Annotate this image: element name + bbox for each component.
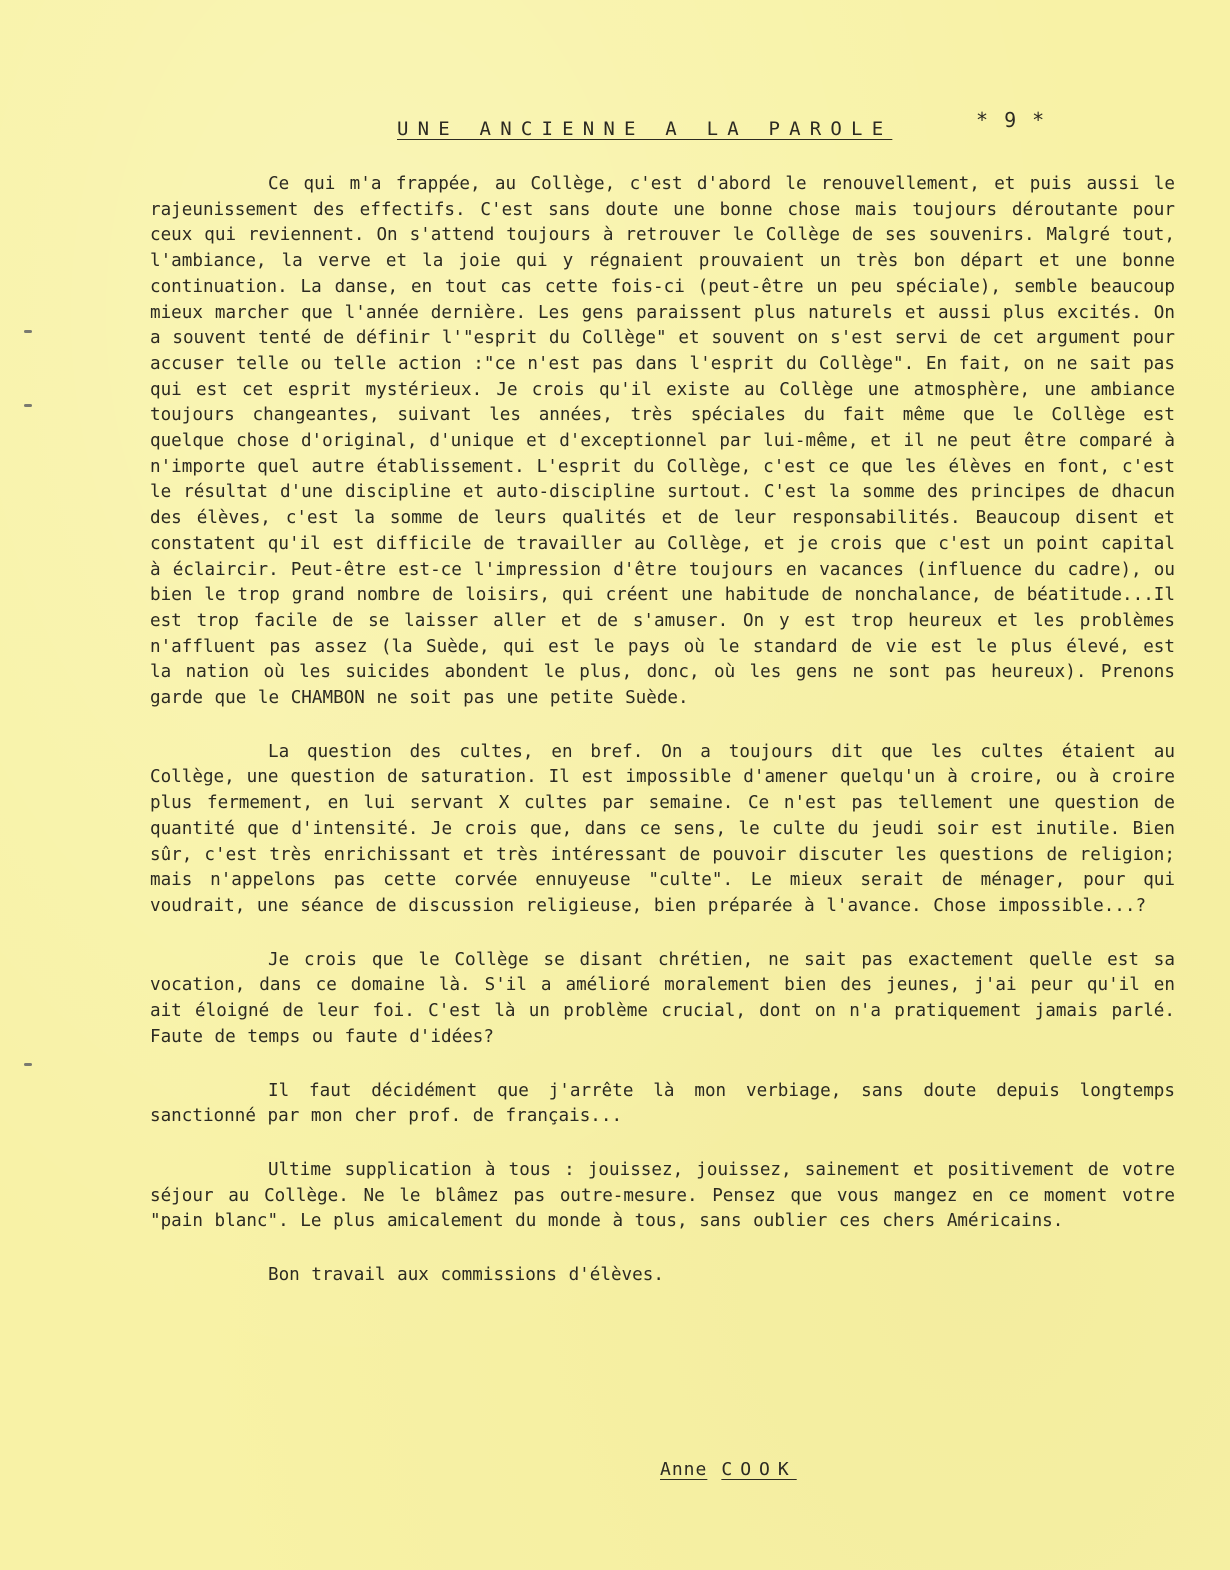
paragraph-bon-travail: Bon travail aux commissions d'élèves. [268, 1265, 664, 1286]
punch-mark [24, 330, 32, 333]
paragraph-esprit-du-college: Ce qui m'a frappée, au Collège, c'est d'abord le renouvellement, et puis aussi le rajeunissement des effectifs. C'est sans doute une bonne chose mais toujours déroutante pour ceux qui reviennent. On s'attend toujours à retrouver le Collège de ses souvenirs. Malgré tout, l'ambiance, la verve et la joie qui y régnaient prouvaient un très bon départ et une bonne continuation. La danse, en tout cas cette fois-ci (peut-être un peu spéciale), semble beaucoup mieux marcher que l'année dernière. Les gens paraissent plus naturels et aussi plus excités. On a souvent tenté de définir l'"esprit du Collège" et souvent on s'est servi de cet argument pour accuser telle ou telle action :"ce n'est pas dans l'esprit du Collège". En fait, on ne sait pas qui est cet esprit mystérieux. Je crois qu'il existe au Collège une atmosphère, une ambiance toujours changeantes, suivant les années, très spéciales du fait même que le Collège est quelque chose d'original, d'unique et d'exceptionnel par lui-même, et il ne peut être comparé à n'importe quel autre établissement. L'esprit du Collège, c'est ce que les élèves en font, c'est le résultat d'une discipline et auto-discipline surtout. C'est la somme des principes de dhacun des élèves, c'est la somme de leurs qualités et de leur responsabilités. Beaucoup disent et constatent qu'il est difficile de travailler au Collège, et je crois que c'est un point capital à éclaircir. Peut-être est-ce l'impression d'être toujours en vacances (influence du cadre), ou bien le trop grand nombre de loisirs, qui créent une habitude de nonchalance, de béatitude...Il est trop facile de se laisser aller et de s'amuser. On y est trop heureux et les problèmes n'affluent pas assez (la Suède, qui est le pays où le standard de vie est le plus élevé, est la nation où les suicides abondent le plus, donc, où les gens ne sont pas heureux). Prenons garde que le CHAMBON ne soit pas une petite Suède. [150, 174, 1175, 709]
punch-mark [24, 1063, 32, 1066]
article-body [150, 172, 1175, 1289]
signature [660, 1459, 797, 1480]
punch-mark [24, 404, 32, 407]
page-number: * 9 * [976, 108, 1047, 132]
page-header [0, 108, 1230, 148]
paragraph-vocation: Je crois que le Collège se disant chrétien, ne sait pas exactement quelle est sa vocation, dans ce domaine là. S'il a amélioré moralement bien des jeunes, j'ai peur qu'il en ait éloigné de leur foi. C'est là un problème crucial, dont on n'a pratiquement jamais parlé. Faute de temps ou faute d'idées? [150, 949, 1175, 1047]
signature-first-name: Anne [660, 1459, 708, 1480]
paragraph-supplication: Ultime supplication à tous : jouissez, jouissez, sainement et positivement de votre séjour au Collège. Ne le blâmez pas outre-mesure. Pensez que vous mangez en ce moment votre "pain blanc". Le plus amicalement du monde à tous, sans oublier ces chers Américains. [150, 1159, 1175, 1232]
article-title: UNE ANCIENNE A LA PAROLE [397, 118, 893, 140]
signature-last-name: COOK [721, 1459, 797, 1480]
paragraph-cultes: La question des cultes, en bref. On a toujours dit que les cultes étaient au Collège, une question de saturation. Il est impossible d'amener quelqu'un à croire, ou à croire plus fermement, en lui servant X cultes par semaine. Ce n'est pas tellement une question de quantité que d'intensité. Je crois que, dans ce sens, le culte du jeudi soir est inutile. Bien sûr, c'est très enrichissant et très intéressant de pouvoir discuter les questions de religion; mais n'appelons pas cette corvée ennuyeuse "culte". Le mieux serait de ménager, pour qui voudrait, une séance de discussion religieuse, bien préparée à l'avance. Chose impossible...? [150, 741, 1175, 916]
paragraph-verbiage: Il faut décidément que j'arrête là mon verbiage, sans doute depuis longtemps sanctionné par mon cher prof. de français... [150, 1080, 1175, 1127]
